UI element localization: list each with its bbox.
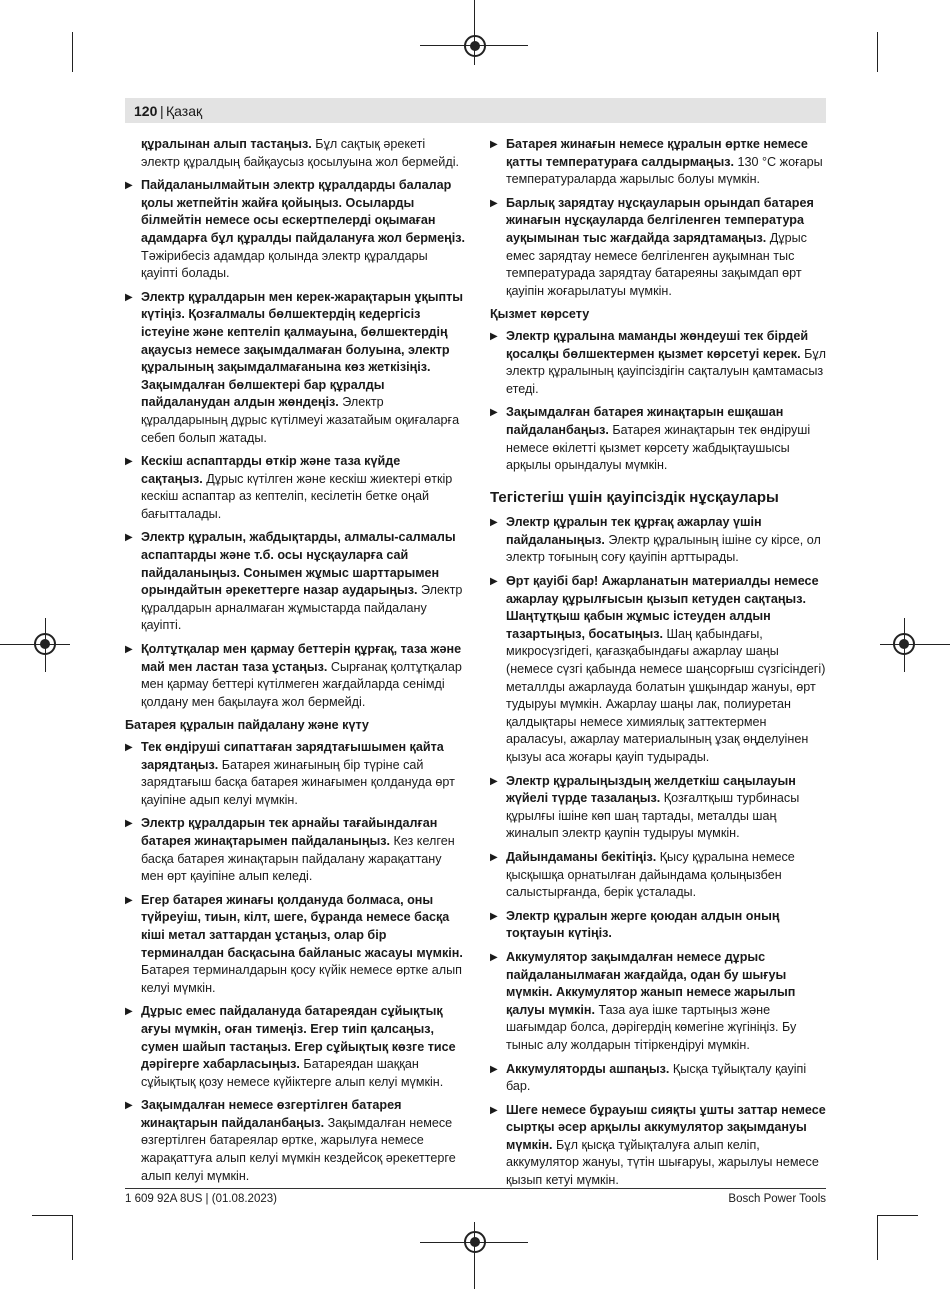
item-bold-text: Аккумулятор зақымдалған немесе дұрыс пайдаланылмаған жағдайда, одан бу шығуы мүмкін. Аккумулятор жанып немесе жарылып қалуы мүмкін. — [506, 949, 796, 1017]
list-item — [125, 641, 465, 711]
arrow-right-icon: ▶ — [490, 910, 498, 922]
crop-mark-bottom-left-h — [32, 1215, 72, 1216]
item-text: Дұрыс емес зарядтау немесе белгіленген ауқымнан тыс температурада зарядтау батареяны зақымдап өрт қауіпін жоғарылатуы мүмкін. — [506, 230, 807, 298]
page-header-bar — [125, 98, 826, 123]
arrow-right-icon: ▶ — [490, 851, 498, 863]
item-bold-text: Электр құралын жерге қоюдан алдын оның тоқтауын күтіңіз. — [506, 908, 780, 941]
section-heading: Тегістегіш үшін қауіпсіздік нұсқаулары — [490, 488, 779, 506]
registration-mark-icon — [464, 35, 486, 57]
item-text: Бұл сақтық әрекеті электр құралдың байқаусыз қосылуына жол бермейді. — [141, 137, 459, 169]
item-text: Сырғанақ қолтұтқалар мен қармау беттері күтілмеген жағдайларда сенімді қолдану мен бақылауға жол бермейді. — [141, 659, 462, 709]
item-bold-text: Егер батарея жинағы қолдануда болмаса, оны түйреуіш, тиын, кілт, шеге, бұранда немесе басқа кіші метал заттардан ұстаңыз, олар бір терминалдан басқасына байланыс жасауы мүмкін. — [141, 892, 463, 960]
arrow-right-icon: ▶ — [125, 1100, 133, 1112]
subsection-heading: Қызмет көрсету — [490, 307, 590, 322]
item-bold-text: Дайындаманы бекітіңіз. — [506, 849, 657, 864]
item-bold-text: Батарея жинағын немесе құралын өртке немесе қатты температураға салдырмаңыз. — [506, 137, 808, 169]
list-item — [490, 195, 827, 301]
crop-mark-bottom-right-h — [878, 1215, 918, 1216]
arrow-right-icon: ▶ — [125, 894, 133, 906]
item-bold-text: Өрт қауібі бар! Ажарланатын материалды немесе ажарлау құрылғысын қызып кетуден сақтаңыз. Шаңтұтқыш қабын жұмыс істеуден алдын тазартыңыз, босатыңыз. — [506, 574, 819, 641]
item-bold-text: Дұрыс емес пайдалануда батареядан сұйықтық ағуы мүмкін, оған тимеңіз. Егер тиіп қалсаңыз, сумен шайып тастаңыз. Егер сұйықтық көзге тисе дәрігерге хабарласыңыз. — [141, 1004, 456, 1072]
list-item — [125, 177, 465, 283]
registration-mark-icon — [34, 633, 56, 655]
item-bold-text: Тек өндіруші сипаттаған зарядтағышымен қайта зарядтаңыз. — [141, 740, 444, 772]
item-text: 130 °C жоғары температураларда жарылыс болуы мүмкін. — [506, 154, 823, 187]
item-bold-text: Пайдаланылмайтын электр құралдарды балалар қолы жетпейтін жайға қойыңыз. Осыларды білмейтін немесе осы ескертпелерді оқымаған адамдарға бұл құралды пайдалануға жол бермеңіз. — [141, 178, 465, 245]
item-text: Шаң қабындағы, микросүзгідегі, қағазқабындағы ажарлау шаңы (немесе сүзгі қабында немесе шаңсорғыш сүзгісіндегі) металлды ажарлауда болатын ұшқындар жануы, өрт тудыруы мүмкін. Ажарлау шаңы лак, полиуретан қалдықтары немесе химиялық заттектермен араласуы, ажарлау материалының ұзақ өңделуінен қызуы аса жоғары қауіп тудырады. — [506, 626, 826, 764]
document-code: 1 609 92A 8US | (01.08.2023) — [125, 1193, 277, 1205]
list-item — [490, 328, 827, 398]
item-text: Қысқа тұйықталу қауіпі бар. — [506, 1061, 807, 1094]
list-item — [125, 1003, 465, 1091]
item-text: Батарея жинақтарын тек өндіруші немесе өкілетті қызмет көрсету жабдықтаушысы арқылы орындалуы мүмкін. — [506, 422, 811, 473]
item-text: Электр құралдарын арналмаған жұмыстарда пайдалану қауіпті. — [141, 583, 463, 633]
subsection-heading: Батарея құралын пайдалану және күту — [125, 718, 369, 733]
arrow-right-icon: ▶ — [125, 532, 133, 544]
list-item — [125, 453, 465, 523]
arrow-right-icon: ▶ — [125, 644, 133, 656]
item-bold-text: Электр құралдарын тек арнайы тағайындалған батарея жинақтарымен пайдаланыңыз. — [141, 816, 438, 848]
item-text: Дұрыс күтілген және кескіш жиектері өткір кескіш аспаптар аз кептеліп, кесілетін бетке оңай бағытталады. — [141, 471, 453, 521]
item-bold-text: Шеге немесе бұрауыш сияқты ұшты заттар немесе сыртқы әсер арқылы аккумулятор зақымдануы мүмкін. — [506, 1102, 826, 1152]
item-bold-text: Аккумуляторды ашпаңыз. — [506, 1061, 670, 1076]
registration-mark-icon — [464, 1231, 486, 1253]
item-bold-text: Электр құралын, жабдықтарды, алмалы-салмалы аспаптарды және т.б. осы нұсқауларға сай пайдаланыңыз. Сонымен жұмыс шарттарымен орындайтын әрекеттерге назар аударыңыз. — [141, 530, 456, 598]
left-column — [125, 136, 465, 1191]
item-text: Бұл қысқа тұйықталуға алып келіп, аккумулятор жануы, түтін шығаруы, жарылуы немесе қызып кетуі мүмкін. — [506, 1137, 819, 1188]
item-text: Батареядан шаққан сұйықтық қозу немесе күйіктерге алып келуі мүмкін. — [141, 1057, 444, 1089]
item-text: Қысу құралына немесе қысқышқа орнатылған дайындама қолыңызбен салыстырғанда, берік ұсталады. — [506, 849, 795, 900]
item-bold-text: Электр құралыңыздың желдеткіш саңылауын жүйелі түрде тазалаңыз. — [506, 773, 796, 806]
arrow-right-icon: ▶ — [490, 330, 498, 342]
item-bold-text: Электр құралын тек құрғақ ажарлау үшін пайдаланыңыз. — [506, 515, 762, 547]
arrow-right-icon: ▶ — [490, 139, 498, 150]
item-bold-text: құралынан алып тастаңыз. — [141, 137, 312, 151]
item-text: Тәжірибесіз адамдар қолында электр құралдары қауіпті болады. — [141, 248, 428, 281]
item-text: Зақымдалған немесе өзгертілген батареялар өртке, жарылуға немесе жарақаттуға алып келуі мүмкін кездейсоқ әрекеттерге алып келуі мүмкін. — [141, 1115, 456, 1183]
item-bold-text: Кескіш аспаптарды өткір және таза күйде сақтаңыз. — [141, 454, 401, 486]
crop-mark-top-right — [877, 32, 878, 72]
arrow-right-icon: ▶ — [125, 456, 133, 468]
arrow-right-icon: ▶ — [490, 576, 498, 588]
arrow-right-icon: ▶ — [125, 291, 133, 303]
list-item — [490, 136, 827, 189]
crop-mark-bottom-left — [72, 1215, 73, 1260]
crop-mark-bottom-right — [877, 1215, 878, 1260]
item-bold-text: Барлық зарядтау нұсқауларын орындап батарея жинағын нұсқауларда белгіленген температура ауқымынан тыс жағдайда зарядтамаңыз. — [506, 195, 814, 245]
list-item — [125, 529, 465, 635]
arrow-right-icon: ▶ — [490, 1104, 498, 1116]
right-column — [490, 136, 827, 1196]
item-text: Қозғалтқыш турбинасы құрылғы ішіне көп шаң тартады, металды шаң жиналып электр қаупін тудыруы мүмкін. — [506, 791, 800, 841]
arrow-right-icon: ▶ — [490, 951, 498, 963]
arrow-right-icon: ▶ — [125, 818, 133, 830]
item-text: Электр құралының ішіне су кірсе, ол электр тоғының соғу қауіпін арттырады. — [506, 532, 821, 565]
item-bold-text: Зақымдалған немесе өзгертілген батарея жинақтарын пайдаланбаңыз. — [141, 1098, 402, 1130]
arrow-right-icon: ▶ — [490, 197, 498, 209]
page-number: 120 — [134, 103, 158, 119]
list-item — [125, 1097, 465, 1185]
crop-mark-top-left — [72, 32, 73, 72]
item-text: Электр құралдарының дұрыс күтілмеуі жазатайым оқиғаларға себеп болып жатады. — [141, 395, 460, 445]
item-bold-text: Электр құралдарын мен керек-жарақтарын ұқыпты күтіңіз. Қозғалмалы бөлшектердің кедергісіз істеуіне және кептеліп қалмауына, бөлшектердің ақаусыз немесе зақымдалмаған болуына, электр құралының зақымдалмағанына көз жеткізіңіз. Зақымдалған бөлшектері бар құралды пайдаланудан алдын жөндеңіз. — [141, 289, 464, 410]
crop-mark-right-horizontal — [880, 644, 950, 645]
list-item — [125, 815, 465, 885]
list-item — [490, 573, 827, 767]
item-bold-text: Зақымдалған батарея жинақтарын ешқашан пайдаланбаңыз. — [506, 405, 784, 437]
list-item — [490, 949, 827, 1055]
list-item — [490, 773, 827, 843]
list-item — [490, 908, 827, 943]
arrow-right-icon: ▶ — [490, 517, 498, 529]
arrow-right-icon: ▶ — [125, 742, 133, 753]
brand-footer: Bosch Power Tools — [728, 1193, 826, 1205]
list-item — [490, 514, 827, 567]
list-item — [125, 892, 465, 998]
arrow-right-icon: ▶ — [490, 775, 498, 787]
item-text: Батарея жинағының бір түріне сай зарядтағыш басқа батарея жинағымен қолдануда өрт қауіпіне адып келуі мүмкін. — [141, 757, 455, 807]
item-bold-text: Қолтұтқалар мен қармау беттерін құрғақ, таза және май мен ластан таза ұстаңыз. — [141, 642, 462, 674]
list-item — [125, 136, 465, 171]
list-item — [125, 739, 465, 809]
footer-rule — [125, 1188, 826, 1189]
list-item — [125, 289, 465, 447]
arrow-right-icon: ▶ — [490, 407, 498, 419]
registration-mark-icon — [893, 633, 915, 655]
arrow-right-icon: ▶ — [125, 180, 133, 192]
item-text: Батарея терминалдарын қосу күйік немесе өртке алып келуі мүмкін. — [141, 963, 462, 995]
arrow-right-icon: ▶ — [125, 1006, 133, 1018]
item-text: Кез келген басқа батарея жинақтарын пайдалану жарақаттану мен өрт қауіпіне алып келеді. — [141, 833, 455, 884]
list-item — [490, 849, 827, 902]
list-item — [490, 1061, 827, 1096]
arrow-right-icon: ▶ — [490, 1063, 498, 1075]
list-item — [490, 404, 827, 474]
item-bold-text: Электр құралына маманды жөндеуші тек бірдей қосалқы бөлшектермен қызмет көрсетуі керек. — [506, 328, 809, 361]
item-text: Бұл электр құралының қауіпсіздігін сақталуын қамтамасыз етеді. — [506, 346, 827, 396]
list-item — [490, 1102, 827, 1190]
header-separator: | — [160, 103, 164, 119]
language-label: Қазақ — [166, 103, 203, 119]
item-text: Таза ауа ішке тартыңыз және шағымдар болса, дәрігердің көмегіне жүгініңіз. Бу тыныс алу жолдарын тітіркендіруі мүмкін. — [506, 1002, 797, 1052]
